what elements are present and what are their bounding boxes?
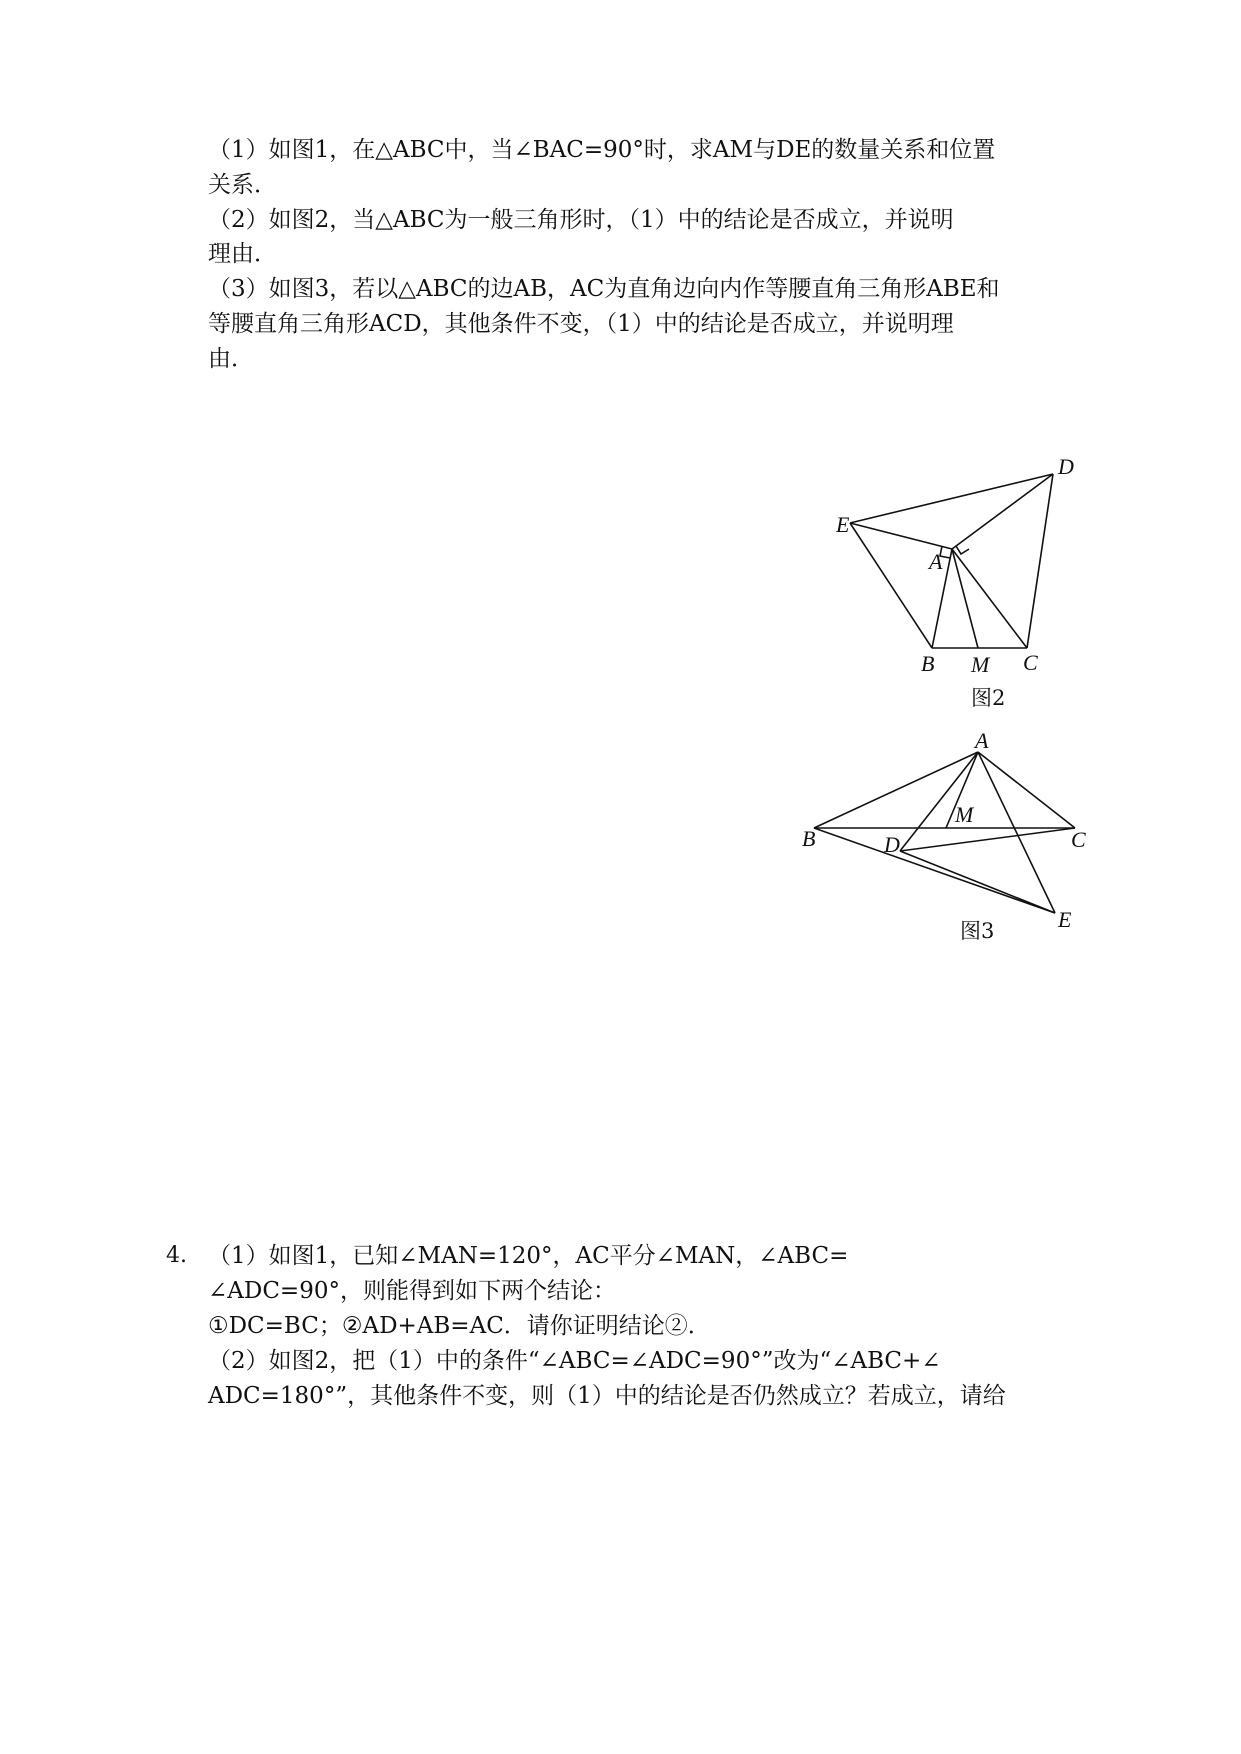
label-A: A xyxy=(975,728,989,753)
problem3-line-6: 等腰直角三角形ACD，其他条件不变，（1）中的结论是否成立，并说明理 xyxy=(208,311,954,337)
problem3-line-1: （1）如图1，在△ABC中，当∠BAC=90°时，求AM与DE的数量关系和位置 xyxy=(208,137,996,163)
label-E: E xyxy=(836,512,850,537)
figure-3-caption: 图3 xyxy=(960,919,995,943)
figure-2-caption: 图2 xyxy=(971,686,1006,710)
label-B: B xyxy=(921,651,935,676)
label-M: M xyxy=(955,802,974,827)
problem3-line-4: 理由． xyxy=(208,241,277,267)
problem4-line-4: （2）如图2，把（1）中的条件“∠ABC=∠ADC=90°”改为“∠ABC+∠ xyxy=(208,1348,941,1374)
label-M: M xyxy=(971,652,990,677)
label-C: C xyxy=(1071,827,1086,852)
label-D: D xyxy=(1058,454,1074,479)
label-A: A xyxy=(929,549,943,574)
problem4-number: 4. xyxy=(166,1243,187,1268)
label-E: E xyxy=(1058,907,1072,932)
problem4-line-1: （1）如图1，已知∠MAN=120°，AC平分∠MAN，∠ABC= xyxy=(208,1243,849,1269)
problem3-line-7: 由． xyxy=(208,346,254,372)
label-D: D xyxy=(884,832,900,857)
figure-3 xyxy=(795,725,1095,935)
problem3-line-3: （2）如图2，当△ABC为一般三角形时，（1）中的结论是否成立，并说明 xyxy=(208,207,954,233)
label-C: C xyxy=(1023,650,1038,675)
label-B: B xyxy=(802,826,816,851)
problem4-line-5: ADC=180°”，其他条件不变，则（1）中的结论是否仍然成立？若成立，请给 xyxy=(208,1383,1006,1409)
figure-3-diagram xyxy=(795,725,1095,935)
problem3-line-5: （3）如图3，若以△ABC的边AB，AC为直角边向内作等腰直角三角形ABE和 xyxy=(208,276,1000,302)
figure-2 xyxy=(820,440,1100,690)
figure-2-diagram xyxy=(820,440,1100,690)
problem4-line-3: ①DC=BC；②AD+AB=AC．请你证明结论②． xyxy=(208,1313,711,1339)
problem4-line-2: ∠ADC=90°，则能得到如下两个结论： xyxy=(208,1278,616,1304)
problem3-line-2: 关系． xyxy=(208,172,277,198)
